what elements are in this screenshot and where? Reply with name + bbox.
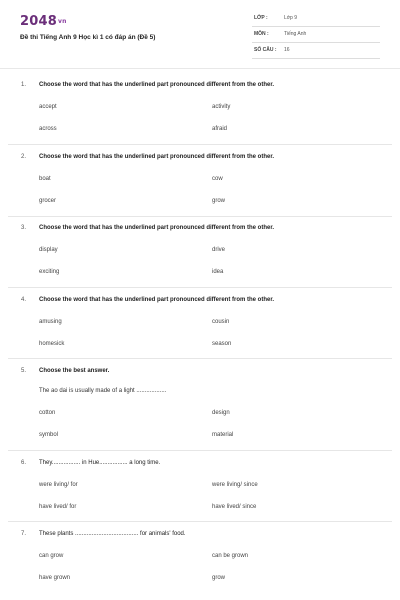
- option-b[interactable]: cousin: [212, 319, 230, 325]
- option-c[interactable]: grocer: [39, 198, 57, 204]
- option-c[interactable]: across: [39, 126, 57, 132]
- option-d[interactable]: afraid: [212, 126, 228, 132]
- question-text: Choose the word that has the underlined part pronounced different from the other.: [39, 82, 275, 88]
- option-b[interactable]: design: [212, 410, 230, 416]
- meta-subject: [252, 28, 380, 43]
- option-c[interactable]: have lived/ for: [39, 504, 77, 510]
- question-divider: [8, 287, 392, 288]
- question-text: Choose the word that has the underlined part pronounced different from the other.: [39, 297, 275, 303]
- option-c[interactable]: exciting: [39, 269, 60, 275]
- meta-value: Lớp 9: [284, 15, 298, 21]
- meta-value: 16: [284, 47, 290, 53]
- option-d[interactable]: idea: [212, 269, 224, 275]
- page-header: [0, 0, 400, 68]
- question-number: 6.: [21, 460, 27, 466]
- question-number: 5.: [21, 368, 27, 374]
- header-divider: [0, 68, 400, 69]
- question-divider: [8, 450, 392, 451]
- option-a[interactable]: can grow: [39, 553, 64, 559]
- option-c[interactable]: symbol: [39, 432, 59, 438]
- option-a[interactable]: display: [39, 247, 58, 253]
- question-number: 3.: [21, 225, 27, 231]
- meta-label: SỐ CÂU :: [254, 47, 277, 53]
- option-d[interactable]: grow: [212, 198, 226, 204]
- meta-value: Tiếng Anh: [284, 31, 307, 37]
- question-divider: [8, 521, 392, 522]
- question-number: 2.: [21, 154, 27, 160]
- meta-question-count: [252, 44, 380, 59]
- question-text: They................. in Hue................. a long time.: [39, 460, 161, 466]
- question-number: 7.: [21, 531, 27, 537]
- meta-label: MÔN :: [254, 31, 269, 37]
- option-c[interactable]: have grown: [39, 575, 71, 581]
- option-b[interactable]: drive: [212, 247, 226, 253]
- option-c[interactable]: homesick: [39, 341, 65, 347]
- page-title: Đề thi Tiếng Anh 9 Học kì 1 có đáp án (Đề 5): [20, 34, 156, 41]
- option-a[interactable]: cotton: [39, 410, 56, 416]
- option-b[interactable]: were living/ since: [212, 482, 258, 488]
- option-b[interactable]: cow: [212, 176, 223, 182]
- question-number: 1.: [21, 82, 27, 88]
- option-a[interactable]: were living/ for: [39, 482, 78, 488]
- question-stem: The ao dai is usually made of a light ..................: [39, 388, 167, 394]
- meta-class: [252, 12, 380, 27]
- meta-label: LỚP :: [254, 15, 268, 21]
- option-d[interactable]: have lived/ since: [212, 504, 257, 510]
- question-divider: [8, 216, 392, 217]
- question-text: Choose the word that has the underlined part pronounced different from the other.: [39, 225, 275, 231]
- option-b[interactable]: activity: [212, 104, 231, 110]
- question-text: These plants ...................................... for animals' food.: [39, 531, 186, 537]
- logo-suffix: vn: [57, 18, 67, 25]
- option-d[interactable]: grow: [212, 575, 226, 581]
- option-a[interactable]: accept: [39, 104, 57, 110]
- option-a[interactable]: amusing: [39, 319, 62, 325]
- question-divider: [8, 358, 392, 359]
- logo-text: 2048: [20, 14, 57, 29]
- option-a[interactable]: boat: [39, 176, 51, 182]
- question-number: 4.: [21, 297, 27, 303]
- question-divider: [8, 144, 392, 145]
- question-text: Choose the best answer.: [39, 368, 110, 374]
- site-logo[interactable]: [20, 14, 67, 29]
- option-d[interactable]: material: [212, 432, 234, 438]
- question-text: Choose the word that has the underlined part pronounced different from the other.: [39, 154, 275, 160]
- option-b[interactable]: can be grown: [212, 553, 249, 559]
- option-d[interactable]: season: [212, 341, 232, 347]
